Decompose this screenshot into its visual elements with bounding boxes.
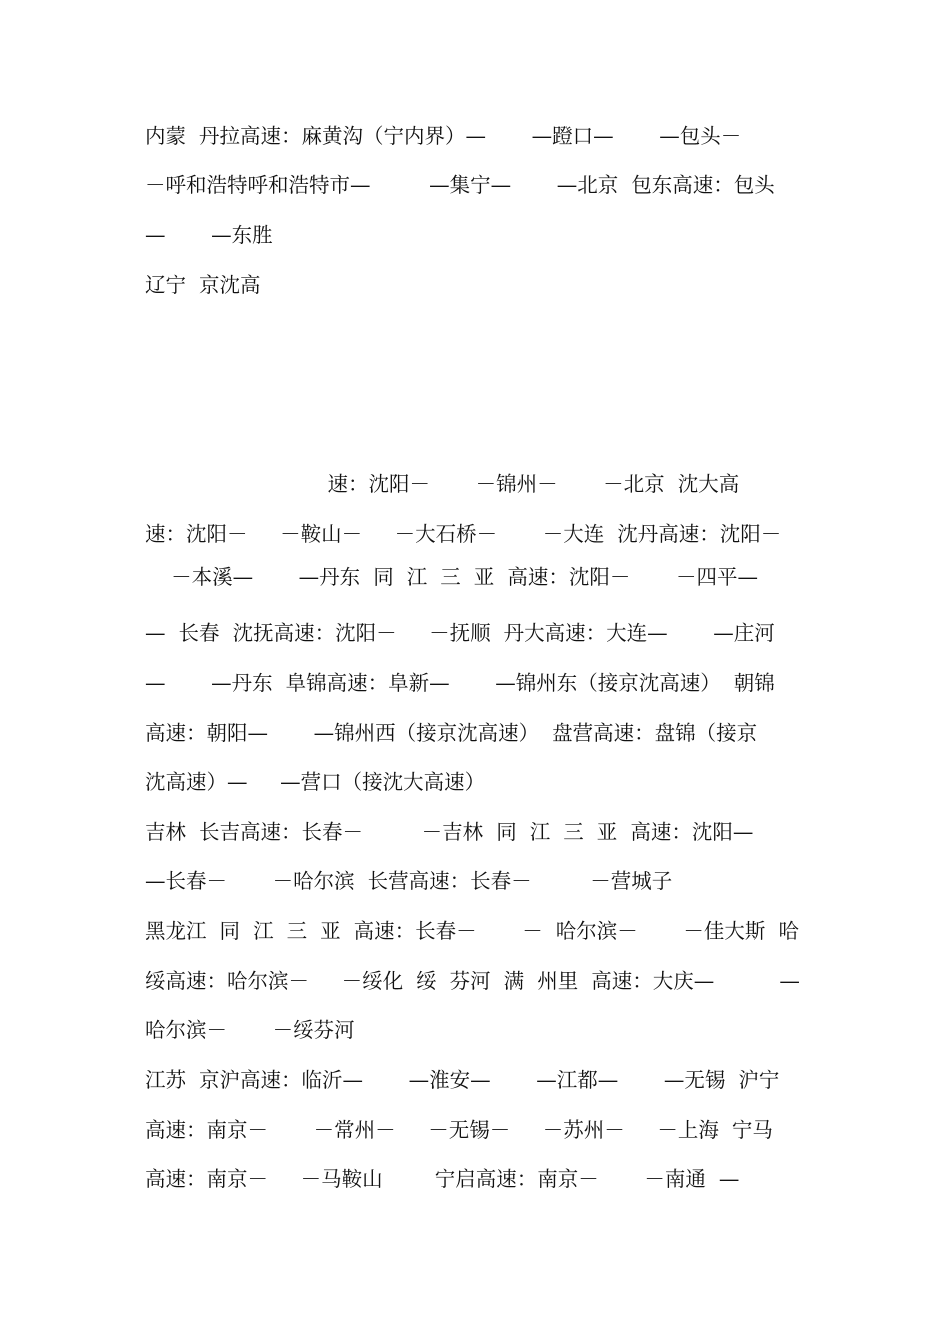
text-line: — 长春 沈抚高速：沈阳－ －抚顺 丹大高速：大连— —庄河 (145, 621, 775, 645)
text-line: －本溪— —丹东 同 江 三 亚 高速：沈阳－ －四平— (145, 565, 758, 589)
text-line: 速：沈阳－ －鞍山－ －大石桥－ －大连 沈丹高速：沈阳－ (145, 522, 782, 546)
text-line: 高速：南京－ －常州－ －无锡－ －苏州－ －上海 宁马 (145, 1118, 773, 1142)
text-line: 高速：南京－ －马鞍山 宁启高速：南京－ －南通 — (145, 1167, 740, 1191)
text-line: — —东胜 (145, 223, 273, 247)
text-line: 沈高速）— —营口（接沈大高速） (145, 770, 486, 794)
text-line: 吉林 长吉高速：长春－ －吉林 同 江 三 亚 高速：沈阳— (145, 820, 754, 844)
text-line: －呼和浩特呼和浩特市— —集宁— —北京 包东高速：包头 (145, 173, 775, 197)
text-line: —长春－ －哈尔滨 长营高速：长春－ －营城子 (145, 869, 673, 893)
text-line: 内蒙 丹拉高速：麻黄沟（宁内界）— —蹬口— —包头－ (145, 124, 742, 148)
text-line: — —丹东 阜锦高速：阜新— —锦州东（接京沈高速） 朝锦 (145, 671, 775, 695)
text-line: 高速：朝阳— —锦州西（接京沈高速） 盘营高速：盘锦（接京 (145, 721, 758, 745)
text-line: 速：沈阳－ －锦州－ －北京 沈大高 (145, 472, 740, 496)
text-line: 黑龙江 同 江 三 亚 高速：长春－ － 哈尔滨－ －佳大斯 哈 (145, 919, 799, 943)
text-line: 辽宁 京沈高 (145, 273, 261, 297)
text-line: 江苏 京沪高速：临沂— —淮安— —江都— —无锡 沪宁 (145, 1068, 780, 1092)
text-line: 绥高速：哈尔滨－ －绥化 绥 芬河 满 州里 高速：大庆— — (145, 969, 800, 993)
text-line: 哈尔滨－ －绥芬河 (145, 1018, 355, 1042)
